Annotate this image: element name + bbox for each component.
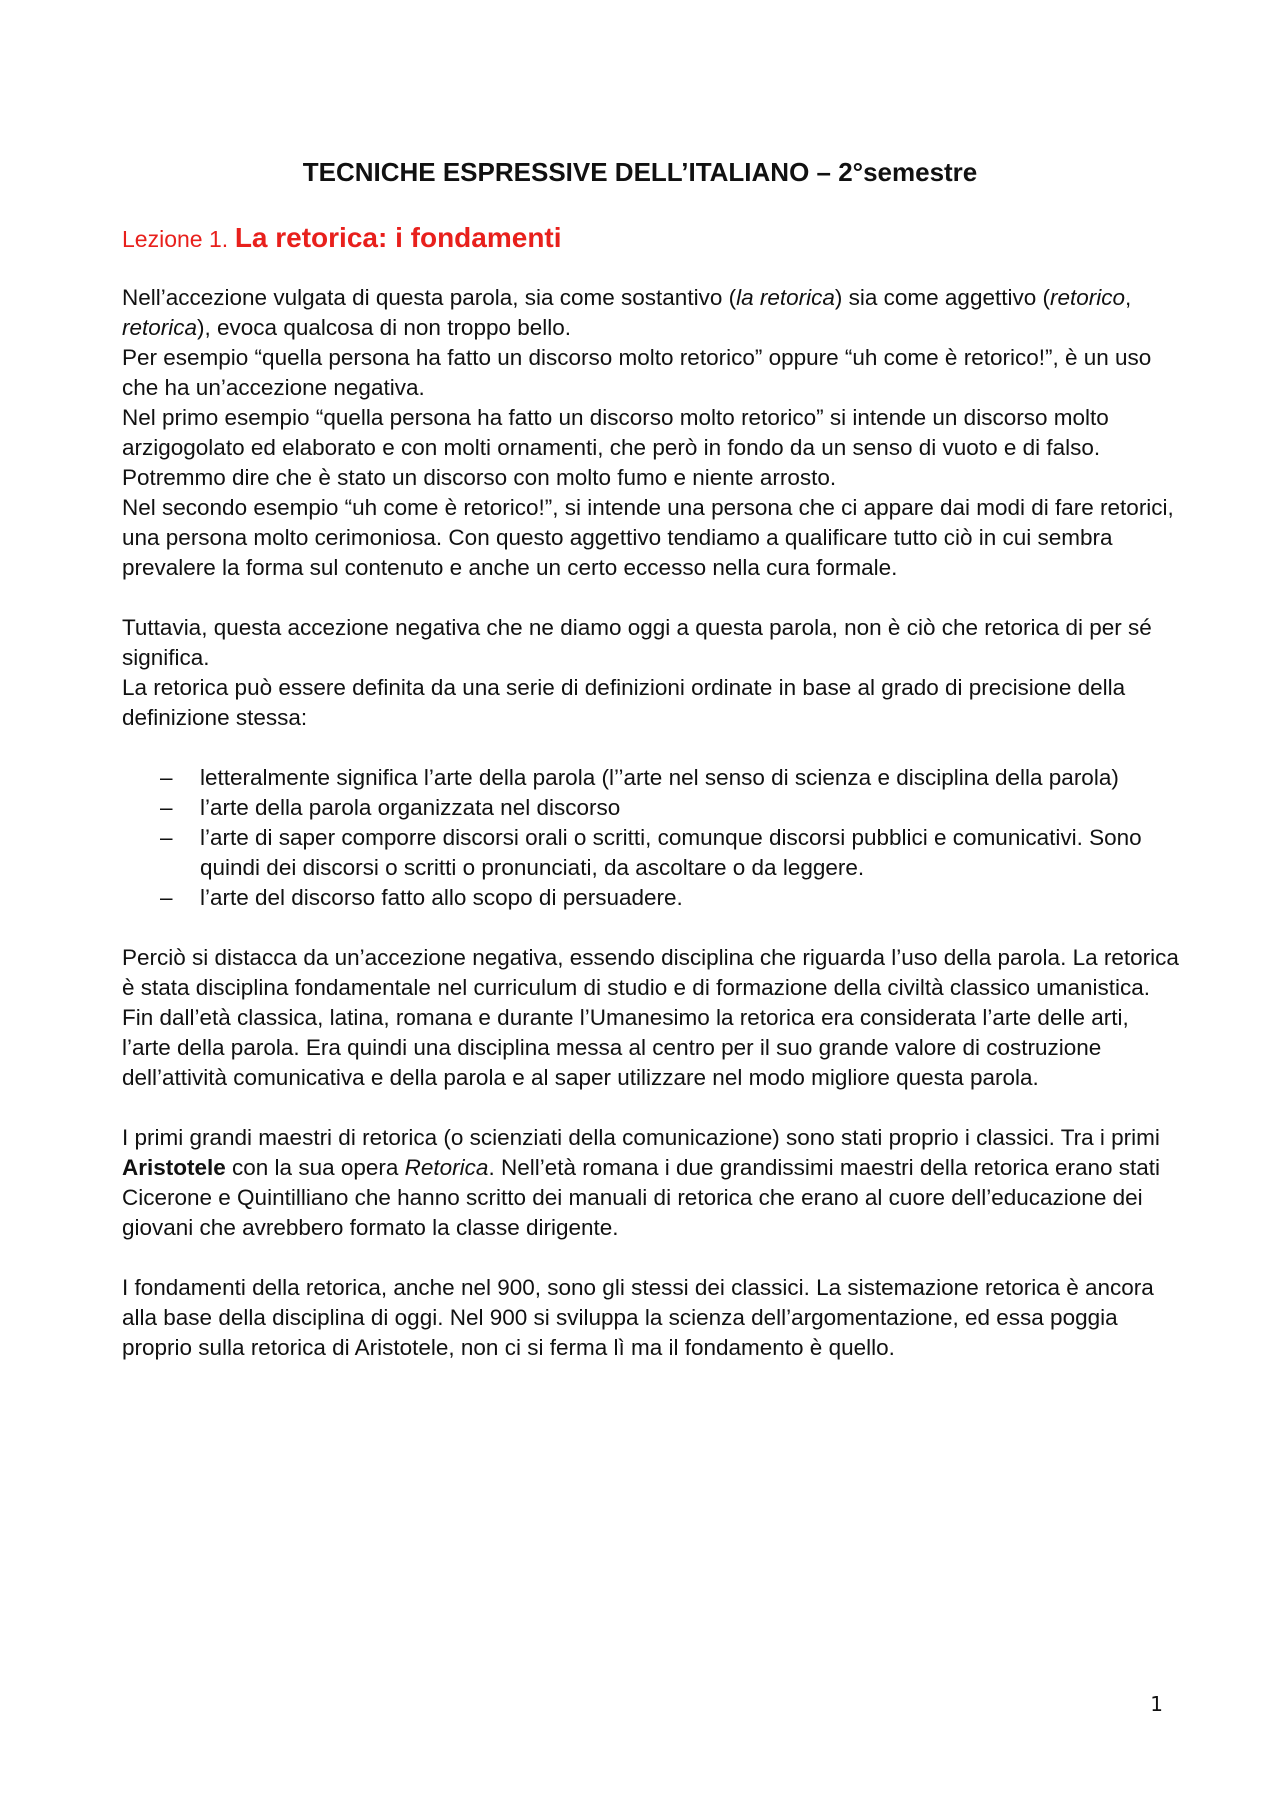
paragraph-9: I fondamenti della retorica, anche nel 900, sono gli stessi dei classici. La sistemazione retorica è ancora alla base della disciplina di oggi. Nel 900 si sviluppa la scienza dell’argomentazione, ed essa poggia proprio sulla retorica di Aristotele, non ci si ferma lì ma il fondamento è quello. (122, 1275, 1154, 1360)
list-item (122, 763, 1182, 793)
list-item-text: l’arte della parola organizzata nel discorso (200, 795, 621, 820)
paragraph-gap (122, 583, 1182, 613)
paragraph-4: Nel secondo esempio “uh come è retorico!”, si intende una persona che ci appare dai modi di fare retorici, una persona molto cerimoniosa. Con questo aggettivo tendiamo a qualificare tutto ciò in cui sembra prevalere la forma sul contenuto e anche un certo eccesso nella cura formale. (122, 495, 1174, 580)
document-body (122, 283, 1182, 1363)
dash-bullet: – (160, 765, 173, 790)
paragraph-1 (122, 283, 1182, 343)
paragraph-gap (122, 1093, 1182, 1123)
bold-term: Aristotele (122, 1155, 226, 1180)
italic-term: retorica (122, 315, 198, 340)
paragraph-gap (122, 733, 1182, 763)
list-item (122, 823, 1182, 883)
text-run: con la sua opera (225, 1155, 405, 1180)
lesson-heading (122, 218, 562, 260)
text-run: , (1125, 285, 1132, 310)
list-item-text: letteralmente significa l’arte della parola (l’’arte nel senso di scienza e disciplina della parola) (200, 765, 1119, 790)
paragraph-8 (122, 1123, 1182, 1243)
page-number: 1 (1150, 1692, 1163, 1716)
lesson-number: Lezione 1. (122, 226, 229, 252)
paragraph-6: La retorica può essere definita da una serie di definizioni ordinate in base al grado di precisione della definizione stessa: (122, 675, 1126, 730)
lesson-title: La retorica: i fondamenti (234, 222, 562, 253)
text-run: Nell’accezione vulgata di questa parola, sia come sostantivo ( (122, 285, 737, 310)
paragraph-gap (122, 913, 1182, 943)
dash-bullet: – (160, 885, 173, 910)
definition-list (122, 763, 1182, 913)
list-item-text: l’arte di saper comporre discorsi orali o scritti, comunque discorsi pubblici e comunicativi. Sono quindi dei discorsi o scritti o pronunciati, da ascoltare o da leggere. (200, 825, 1142, 880)
document-title: TECNICHE ESPRESSIVE DELL’ITALIANO – 2°semestre (302, 157, 978, 187)
dash-bullet: – (160, 795, 173, 820)
list-item (122, 793, 1182, 823)
paragraph-7: Perciò si distacca da un’accezione negativa, essendo disciplina che riguarda l’uso della parola. La retorica è stata disciplina fondamentale nel curriculum di studio e di formazione della civiltà classico umanistica. Fin dall’età classica, latina, romana e durante l’Umanesimo la retorica era considerata l’arte delle arti, l’arte della parola. Era quindi una disciplina messa al centro per il suo grande valore di costruzione dell’attività comunicativa e della parola e al saper utilizzare nel modo migliore questa parola. (122, 945, 1179, 1090)
italic-term: la retorica (736, 285, 835, 310)
text-run: I primi grandi maestri di retorica (o scienziati della comunicazione) sono stati proprio i classici. Tra i primi (122, 1125, 1160, 1150)
paragraph-5: Tuttavia, questa accezione negativa che ne diamo oggi a questa parola, non è ciò che retorica di per sé significa. (122, 615, 1152, 670)
paragraph-2: Per esempio “quella persona ha fatto un discorso molto retorico” oppure “uh come è retorico!”, è un uso che ha un’accezione negativa. (122, 345, 1152, 400)
list-item-text: l’arte del discorso fatto allo scopo di persuadere. (200, 885, 683, 910)
italic-term: Retorica (404, 1155, 489, 1180)
paragraph-3: Nel primo esempio “quella persona ha fatto un discorso molto retorico” si intende un discorso molto arzigogolato ed elaborato e con molti ornamenti, che però in fondo da un senso di vuoto e di falso. Potremmo dire che è stato un discorso con molto fumo e niente arrosto. (122, 405, 1109, 490)
italic-term: retorico (1049, 285, 1126, 310)
list-item (122, 883, 1182, 913)
text-run: ) sia come aggettivo ( (834, 285, 1050, 310)
text-run: . Nell’età romana i due grandissimi maestri della retorica erano stati Cicerone e Quintilliano che hanno scritto dei manuali di retorica che erano al cuore dell’educazione dei giovani che avrebbero formato la classe dirigente. (122, 1155, 1161, 1240)
text-run: ), evoca qualcosa di non troppo bello. (197, 315, 572, 340)
dash-bullet: – (160, 825, 173, 850)
paragraph-gap (122, 1243, 1182, 1273)
